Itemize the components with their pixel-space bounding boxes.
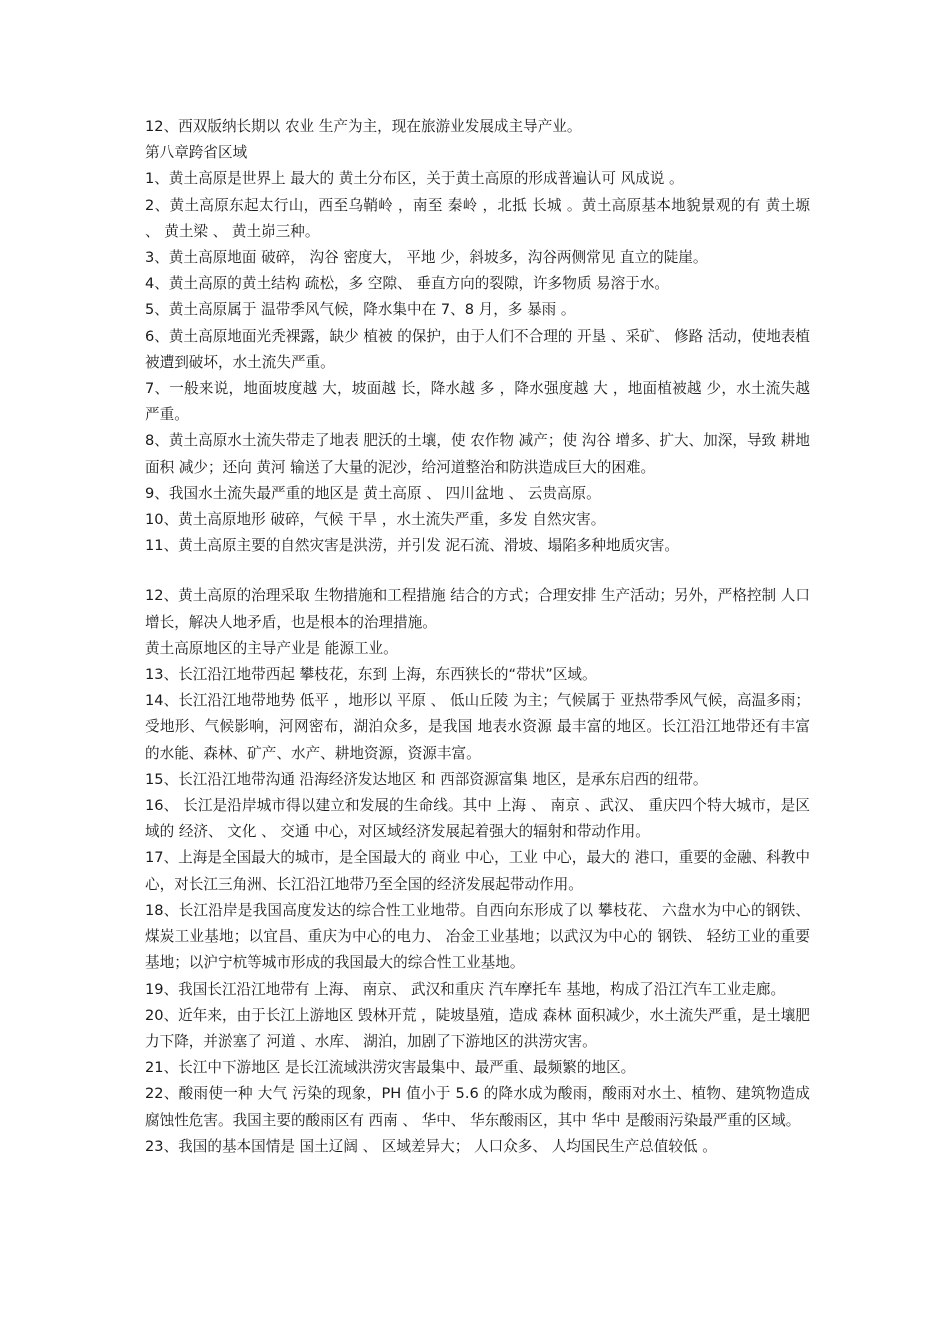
paragraph-21: 21、长江中下游地区 是长江流域洪涝灾害最集中、最严重、最频繁的地区。: [145, 1059, 636, 1077]
paragraph-16: 16、 长江是沿岸城市得以建立和发展的生命线。其中 上海 、 南京 、武汉、 重庆四个特大城市，是区域的 经济、 文化 、 交通 中心，对区域经济发展起着强大的辐射和带动作用。: [145, 797, 810, 841]
paragraph-8: 8、黄土高原水土流失带走了地表 肥沃的土壤，使 农作物 减产；使 沟谷 增多、扩大、加深，导致 耕地面积 减少；还向 黄河 输送了大量的泥沙，给河道整治和防洪造成巨大的困难。: [145, 432, 810, 476]
paragraph-2: 2、黄土高原东起太行山，西至乌鞘岭 ，南至 秦岭 ，北抵 长城 。黄土高原基本地貌景观的有 黄土塬 、 黄土梁 、 黄土峁三种。: [145, 196, 810, 240]
paragraph-17: 17、上海是全国最大的城市，是全国最大的 商业 中心，工业 中心，最大的 港口，重要的金融、科教中心，对长江三角洲、长江沿江地带乃至全国的经济发展起带动作用。: [145, 849, 810, 893]
paragraph-7: 7、一般来说，地面坡度越 大，坡面越 长，降水越 多 ，降水强度越 大 ，地面植被越 少，水土流失越严重。: [145, 380, 810, 424]
paragraph-10: 10、黄土高原地形 破碎，气候 干旱 ，水土流失严重，多发 自然灾害。: [145, 511, 606, 529]
paragraph-15: 15、长江沿江地带沟通 沿海经济发达地区 和 西部资源富集 地区，是承东启西的纽带。: [145, 770, 708, 788]
paragraph-13: 13、长江沿江地带西起 攀枝花，东到 上海，东西狭长的“带状”区域。: [145, 666, 597, 684]
document-page: [145, 114, 810, 1160]
blank-line: [145, 559, 810, 583]
paragraph-12: 12、黄土高原的治理采取 生物措施和工程措施 结合的方式；合理安排 生产活动；另外，严格控制 人口增长，解决人地矛盾，也是根本的治理措施。: [145, 587, 810, 631]
paragraph-14: 14、长江沿江地带地势 低平 ，地形以 平原 、 低山丘陵 为主；气候属于 亚热带季风气候，高温多雨；受地形、气候影响，河网密布，湖泊众多，是我国 地表水资源 最丰富的地区。长江沿江地带还有丰富的水能、森林、矿产、水产、耕地资源，资源丰富。: [145, 692, 810, 762]
paragraph-6: 6、黄土高原地面光秃裸露，缺少 植被 的保护，由于人们不合理的 开垦 、采矿、 修路 活动，使地表植被遭到破坏，水土流失严重。: [145, 327, 810, 371]
paragraph-4: 4、黄土高原的黄土结构 疏松，多 空隙、 垂直方向的裂隙，许多物质 易溶于水。: [145, 275, 670, 293]
paragraph-industry: 黄土高原地区的主导产业是 能源工业。: [145, 639, 398, 657]
chapter-heading: 第八章跨省区域: [145, 144, 248, 162]
paragraph-22: 22、酸雨使一种 大气 污染的现象，PH 值小于 5.6 的降水成为酸雨，酸雨对水土、植物、建筑物造成腐蚀性危害。我国主要的酸雨区有 西南 、 华中、 华东酸雨区，其中 华中 是酸雨污染最严重的区域。: [145, 1085, 810, 1129]
paragraph-20: 20、近年来，由于长江上游地区 毁林开荒 ，陡坡垦殖，造成 森林 面积减少，水土流失严重，是土壤肥力下降，并淤塞了 河道 、水库、 湖泊，加剧了下游地区的洪涝灾害。: [145, 1006, 810, 1050]
paragraph-3: 3、黄土高原地面 破碎， 沟谷 密度大， 平地 少，斜坡多，沟谷两侧常见 直立的陡崖。: [145, 249, 708, 267]
paragraph-0: 12、西双版纳长期以 农业 生产为主，现在旅游业发展成主导产业。: [145, 118, 582, 135]
paragraph-9: 9、我国水土流失最严重的地区是 黄土高原 、 四川盆地 、 云贵高原。: [145, 484, 601, 502]
paragraph-5: 5、黄土高原属于 温带季风气候，降水集中在 7、8 月，多 暴雨 。: [145, 301, 576, 319]
paragraph-18: 18、长江沿岸是我国高度发达的综合性工业地带。自西向东形成了以 攀枝花、 六盘水为中心的钢铁、煤炭工业基地；以宜昌、重庆为中心的电力、 冶金工业基地；以武汉为中心的 钢铁、 轻纺工业的重要基地；以沪宁杭等城市形成的我国最大的综合性工业基地。: [145, 901, 810, 972]
paragraph-23: 23、我国的基本国情是 国土辽阔 、 区域差异大； 人口众多、 人均国民生产总值较低 。: [145, 1137, 717, 1155]
paragraph-19: 19、我国长江沿江地带有 上海、 南京、 武汉和重庆 汽车摩托车 基地，构成了沿江汽车工业走廊。: [145, 980, 786, 998]
paragraph-1: 1、黄土高原是世界上 最大的 黄土分布区，关于黄土高原的形成普遍认可 风成说 。: [145, 170, 684, 188]
paragraph-11: 11、黄土高原主要的自然灾害是洪涝，并引发 泥石流、滑坡、塌陷多种地质灾害。: [145, 537, 679, 555]
